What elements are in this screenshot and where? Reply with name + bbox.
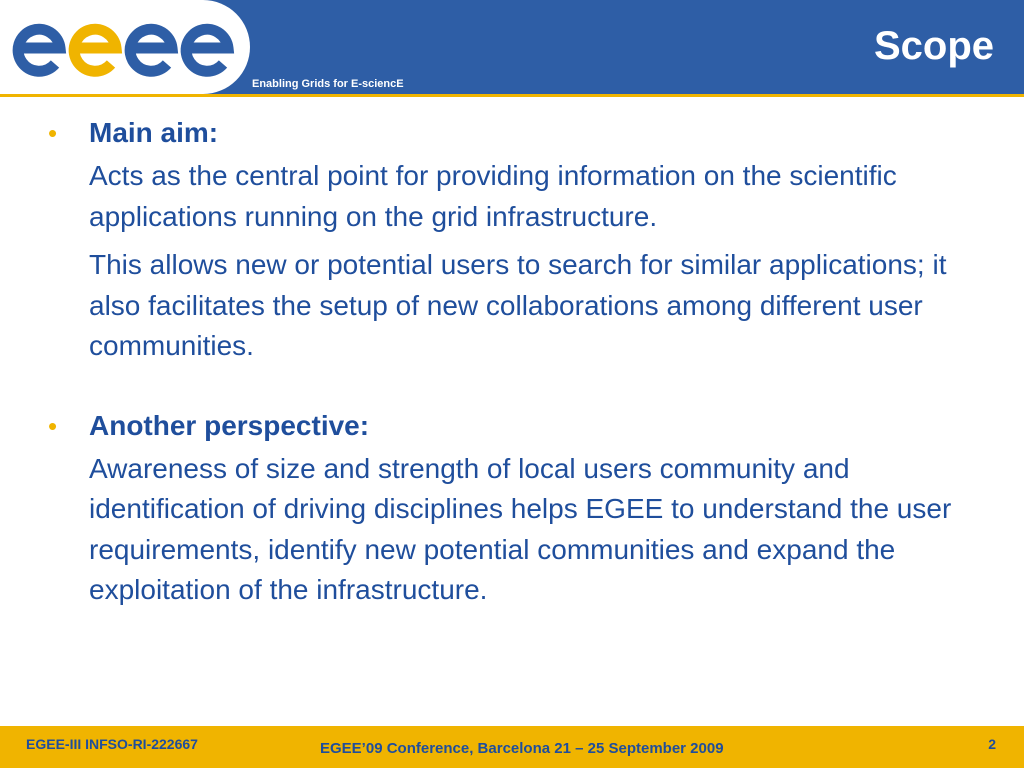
page-number: 2 [988,736,996,752]
footer-project-id: EGEE-III INFSO-RI-222667 [26,736,198,752]
paragraph: Acts as the central point for providing information on the scientific applications running on the grid infrastructure. [89,160,897,232]
paragraph: Awareness of size and strength of local users community and identification of driving disciplines helps EGEE to understand the user requirements, identify new potential communities and expand the exploitation of the infrastructure. [89,452,952,605]
tagline: Enabling Grids for E-sciencE [252,78,404,90]
bullet-row [46,407,976,449]
slide-footer [0,726,1024,768]
bullet-row [46,114,976,156]
section-heading: Main aim: [89,117,219,148]
slide-title: Scope [873,24,994,68]
footer-event: EGEE’09 Conference, Barcelona 21 – 25 September 2009 [320,740,724,757]
section-main-aim [46,114,976,367]
slide-content [46,114,976,611]
section-heading: Another perspective: [89,409,370,441]
bullet-icon: • [48,118,58,148]
slide-header [0,0,1024,94]
egee-logo [12,10,238,82]
bullet-icon: • [48,410,58,441]
logo-area [0,0,250,94]
header-divider [0,94,1024,97]
paragraph: This allows new or potential users to search for similar applications; it also facilitates the setup of new collaborations among different user communities. [89,249,947,361]
section-another-perspective [46,407,976,611]
